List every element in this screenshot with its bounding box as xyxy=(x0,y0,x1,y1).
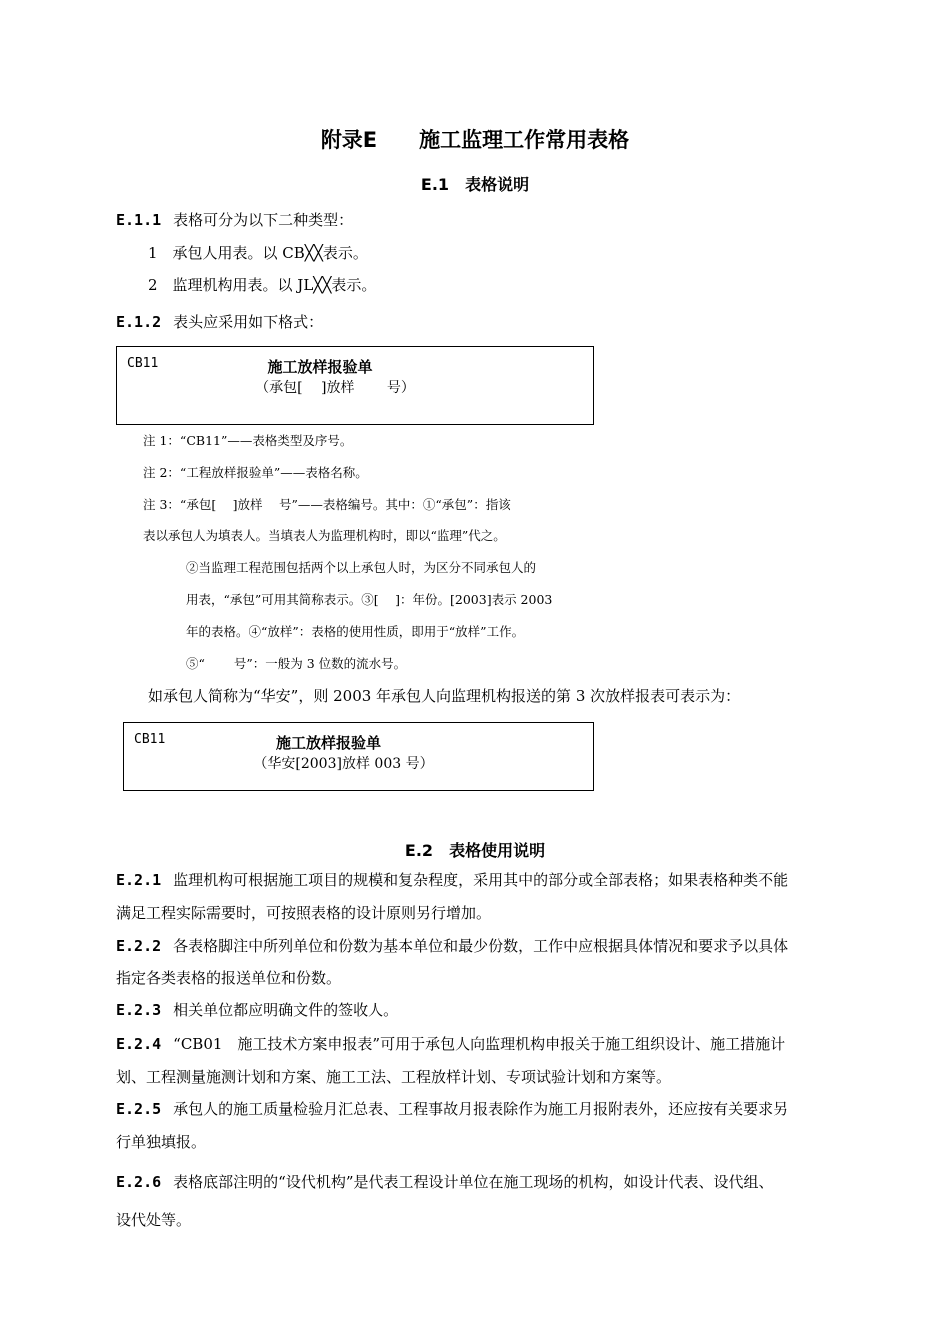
list-item: 1 承包人用表。以 CB╳╳表示。 xyxy=(148,244,368,262)
note-line: 注 3：“承包[ ]放样 号”——表格编号。其中：①“承包”：指该 xyxy=(143,497,511,512)
list-item: 2 监理机构用表。以 JL╳╳表示。 xyxy=(148,276,377,294)
section-heading-e1: E.1 表格说明 xyxy=(420,175,530,194)
clause-text: 表头应采用如下格式： xyxy=(173,313,324,331)
clause-continuation: 满足工程实际需要时，可按照表格的设计原则另行增加。 xyxy=(116,904,492,922)
clause-continuation: 划、工程测量施测计划和方案、施工工法、工程放样计划、专项试验计划和方案等。 xyxy=(116,1068,672,1086)
form-title: 施工放样报验单 xyxy=(267,358,373,376)
clause-e24 xyxy=(116,1033,785,1054)
clause-continuation: 行单独填报。 xyxy=(116,1133,207,1151)
clause-text: 各表格脚注中所列单位和份数为基本单位和最少份数，工作中应根据具体情况和要求予以具体 xyxy=(173,937,789,955)
clause-number: E.2.4 xyxy=(116,1035,162,1053)
clause-continuation: 指定各类表格的报送单位和份数。 xyxy=(116,969,342,987)
clause-text: 相关单位都应明确文件的签收人。 xyxy=(173,1001,399,1019)
clause-e21 xyxy=(116,869,788,890)
clause-text: 表格底部注明的“设代机构”是代表工程设计单位在施工现场的机构，如设计代表、设代组、 xyxy=(173,1173,774,1191)
clause-e23 xyxy=(116,999,398,1020)
form-title: 施工放样报验单 xyxy=(275,734,381,752)
form-code: CB11 xyxy=(127,356,159,371)
clause-text: 监理机构可根据施工项目的规模和复杂程度，采用其中的部分或全部表格；如果表格种类不能 xyxy=(173,871,789,889)
page-title: 附录E 施工监理工作常用表格 xyxy=(320,128,630,152)
header-format-box xyxy=(116,346,594,425)
clause-text: 表格可分为以下二种类型： xyxy=(173,211,354,229)
clause-continuation: 设代处等。 xyxy=(116,1211,192,1229)
clause-number: E.1.2 xyxy=(116,313,162,331)
clause-number: E.2.3 xyxy=(116,1001,162,1019)
note-line: 年的表格。④“放样”：表格的使用性质，即用于“放样”工作。 xyxy=(186,624,525,639)
clause-number: E.2.1 xyxy=(116,871,162,889)
clause-e22 xyxy=(116,935,788,956)
form-number: （华安[2003]放样 003 号） xyxy=(253,756,434,772)
clause-number: E.2.5 xyxy=(116,1100,162,1118)
clause-number: E.2.2 xyxy=(116,937,162,955)
clause-number: E.2.6 xyxy=(116,1173,162,1191)
clause-text: 承包人的施工质量检验月汇总表、工程事故月报表除作为施工月报附表外，还应按有关要求另 xyxy=(173,1100,789,1118)
section-heading-e2: E.2 表格使用说明 xyxy=(404,841,546,860)
note-line: ⑤“ 号”：一般为 3 位数的流水号。 xyxy=(186,656,407,671)
note-line: 注 2：“工程放样报验单”——表格名称。 xyxy=(143,465,368,480)
example-format-box xyxy=(123,722,594,791)
form-number: （承包[ ]放样 号） xyxy=(255,380,415,396)
note-line: ②当监理工程范围包括两个以上承包人时，为区分不同承包人的 xyxy=(186,560,537,575)
clause-number: E.1.1 xyxy=(116,211,162,229)
clause-e26 xyxy=(116,1171,774,1192)
note-line: 表以承包人为填表人。当填表人为监理机构时，即以“监理”代之。 xyxy=(143,528,506,543)
clause-text: “CB01 施工技术方案申报表”可用于承包人向监理机构申报关于施工组织设计、施工措施计 xyxy=(173,1035,786,1053)
clause-e12 xyxy=(116,311,323,332)
form-code: CB11 xyxy=(134,732,166,747)
note-line: 用表，“承包”可用其简称表示。③[ ]：年份。[2003]表示 2003 xyxy=(186,592,553,607)
note-line: 注 1：“CB11”——表格类型及序号。 xyxy=(143,433,353,448)
clause-e11 xyxy=(116,209,353,230)
clause-e25 xyxy=(116,1098,788,1119)
example-text: 如承包人简称为“华安”，则 2003 年承包人向监理机构报送的第 3 次放样报表可表示为： xyxy=(148,687,741,705)
